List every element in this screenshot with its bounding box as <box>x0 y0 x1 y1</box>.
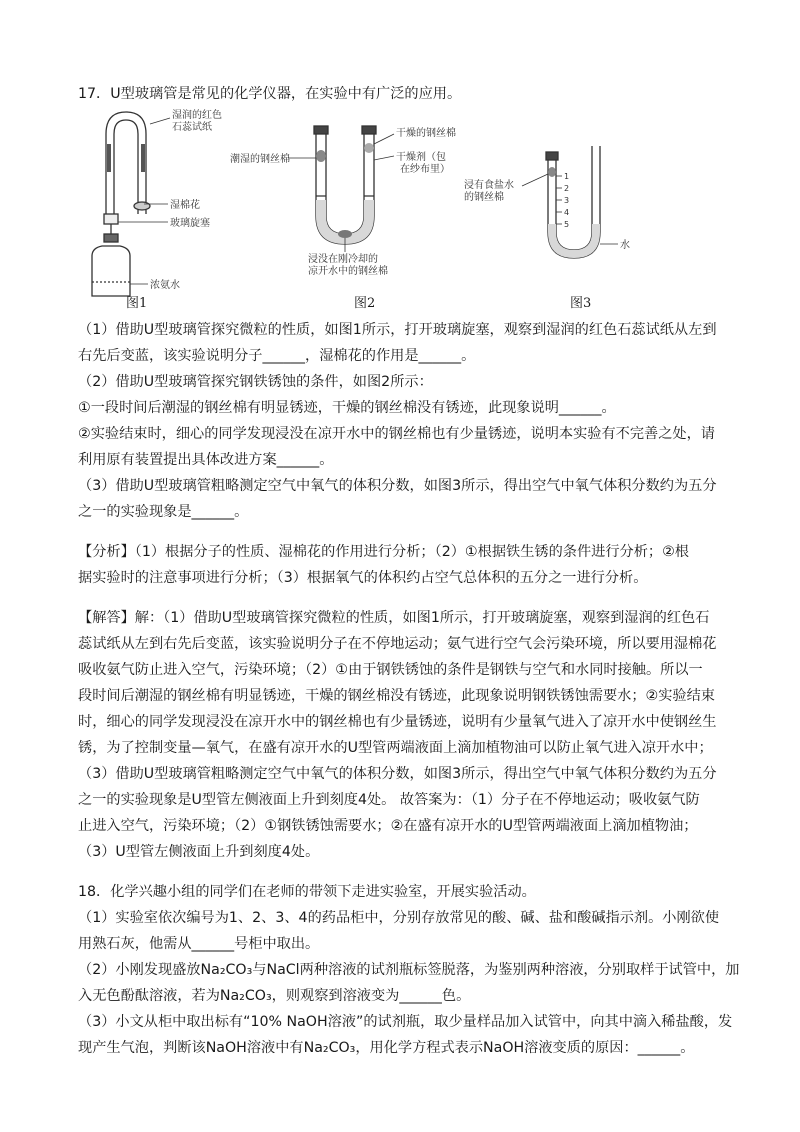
fig1-ann-2: 石蕊试纸 <box>172 122 212 133</box>
answer-line: 之一的实验现象是U型管左侧液面上升到刻度4处。 故答案为：（1）分子在不停地运动；吸收氨气防 <box>78 792 700 808</box>
figure-2-apparatus <box>288 126 394 252</box>
q17-line: （3）借助U型玻璃管粗略测定空气中氧气的体积分数，如图3所示，得出空气中氧气体积分数约为五分 <box>78 478 717 494</box>
answer-line: 蕊试纸从左到右先后变蓝，该实验说明分子在不停地运动；氨气进行空气会污染环境，所以要用湿棉花 <box>78 636 717 652</box>
q17-figures <box>78 104 658 312</box>
fig2-ann-5: 浸没在刚冷却的 <box>308 254 378 265</box>
q17-title: 17．U型玻璃管是常见的化学仪器，在实验中有广泛的应用。 <box>78 86 462 102</box>
q17-line: ②实验结束时，细心的同学发现浸没在凉开水中的钢丝棉也有少量锈迹，说明本实验有不完善之处，请 <box>78 426 715 442</box>
q17-line: （2）借助U型玻璃管探究钢铁锈蚀的条件，如图2所示： <box>78 374 433 390</box>
q18-line: 18．化学兴趣小组的同学们在老师的带领下走进实验室，开展实验活动。 <box>78 884 536 900</box>
analysis-line: 【分析】（1）根据分子的性质、湿棉花的作用进行分析；（2）①根据铁生锈的条件进行分析；②根 <box>78 544 689 560</box>
fig3-scale-5: 5 <box>564 220 570 229</box>
fig2-ann-3: 干燥剂（包 <box>396 152 446 163</box>
fig2-ann-6: 凉开水中的钢丝棉 <box>308 266 388 277</box>
figure-3-apparatus <box>522 146 618 258</box>
fig3-scale-4: 4 <box>564 208 570 217</box>
q18-line: （3）小文从柜中取出标有“10% NaOH溶液”的试剂瓶，取少量样品加入试管中，向其中滴入稀盐酸，发 <box>78 1014 733 1030</box>
answer-line: 【解答】解：（1）借助U型玻璃管探究微粒的性质，如图1所示，打开玻璃旋塞，观察到湿润的红色石 <box>78 610 710 626</box>
fig3-scale-3: 3 <box>564 196 570 205</box>
figure-3-label: 图3 <box>570 296 592 311</box>
fig3-scale-1: 1 <box>564 172 570 181</box>
fig1-ann-1: 湿润的红色 <box>172 110 222 121</box>
q18-line: 用熟石灰，他需从______号柜中取出。 <box>78 936 320 952</box>
answer-line: （3）U型管左侧液面上升到刻度4处。 <box>78 844 320 860</box>
q18-line: （2）小刚发现盛放Na₂CO₃与NaCl两种溶液的试剂瓶标签脱落，为鉴别两种溶液，分别取样于试管中，加 <box>78 962 740 978</box>
analysis-line: 据实验时的注意事项进行分析；（3）根据氧气的体积约占空气总体积的五分之一进行分析。 <box>78 570 648 586</box>
fig2-ann-2: 潮湿的钢丝棉 <box>230 154 290 165</box>
fig2-ann-4: 在纱布里） <box>400 164 450 175</box>
answer-line: 段时间后潮湿的钢丝棉有明显锈迹，干燥的钢丝棉没有锈迹，此现象说明钢铁锈蚀需要水；②实验结束 <box>78 688 715 704</box>
fig1-ann-5: 浓氨水 <box>150 280 180 291</box>
figures-drawing <box>78 104 658 312</box>
q18-line: 入无色酚酞溶液，若为Na₂CO₃，则观察到溶液变为______色。 <box>78 988 471 1004</box>
answer-line: 锈，为了控制变量—氧气，在盛有凉开水的U型管两端液面上滴加植物油可以防止氧气进入凉开水中； <box>78 740 713 756</box>
fig3-ann-2: 的钢丝棉 <box>464 192 504 203</box>
answer-line: （3）借助U型玻璃管粗略测定空气中氧气的体积分数，如图3所示，得出空气中氧气体积分数约为五分 <box>78 766 717 782</box>
q17-line: 右先后变蓝，该实验说明分子______，湿棉花的作用是______。 <box>78 348 476 364</box>
q17-line: （1）借助U型玻璃管探究微粒的性质，如图1所示，打开玻璃旋塞，观察到湿润的红色石蕊试纸从左到 <box>78 322 717 338</box>
figure-1-apparatus <box>92 112 170 296</box>
figure-2-label: 图2 <box>354 296 376 311</box>
q17-line: 利用原有装置提出具体改进方案______。 <box>78 452 334 468</box>
answer-line: 吸收氨气防止进入空气，污染环境；（2）①由于钢铁锈蚀的条件是钢铁与空气和水同时接触。所以一 <box>78 662 703 678</box>
answer-line: 时，细心的同学发现浸没在凉开水中的钢丝棉也有少量锈迹，说明有少量氧气进入了凉开水中使钢丝生 <box>78 714 717 730</box>
q17-line: ①一段时间后潮湿的钢丝棉有明显锈迹，干燥的钢丝棉没有锈迹，此现象说明______。 <box>78 400 616 416</box>
fig1-ann-4: 玻璃旋塞 <box>170 218 210 229</box>
q18-line: 现产生气泡，判断该NaOH溶液中有Na₂CO₃，用化学方程式表示NaOH溶液变质的原因：______。 <box>78 1040 695 1056</box>
q17-line: 之一的实验现象是______。 <box>78 504 249 520</box>
figure-1-label: 图1 <box>126 296 148 311</box>
fig1-ann-3: 湿棉花 <box>170 200 200 211</box>
q18-line: （1）实验室依次编号为1、2、3、4的药品柜中，分别存放常见的酸、碱、盐和酸碱指示剂。小刚欲使 <box>78 910 720 926</box>
fig3-ann-1: 浸有食盐水 <box>464 180 514 191</box>
fig2-ann-1: 干燥的钢丝棉 <box>396 128 456 139</box>
fig3-ann-3: 水 <box>620 240 630 251</box>
fig3-scale-2: 2 <box>564 184 570 193</box>
answer-line: 止进入空气，污染环境；（2）①钢铁锈蚀需要水；②在盛有凉开水的U型管两端液面上滴加植物油； <box>78 818 698 834</box>
